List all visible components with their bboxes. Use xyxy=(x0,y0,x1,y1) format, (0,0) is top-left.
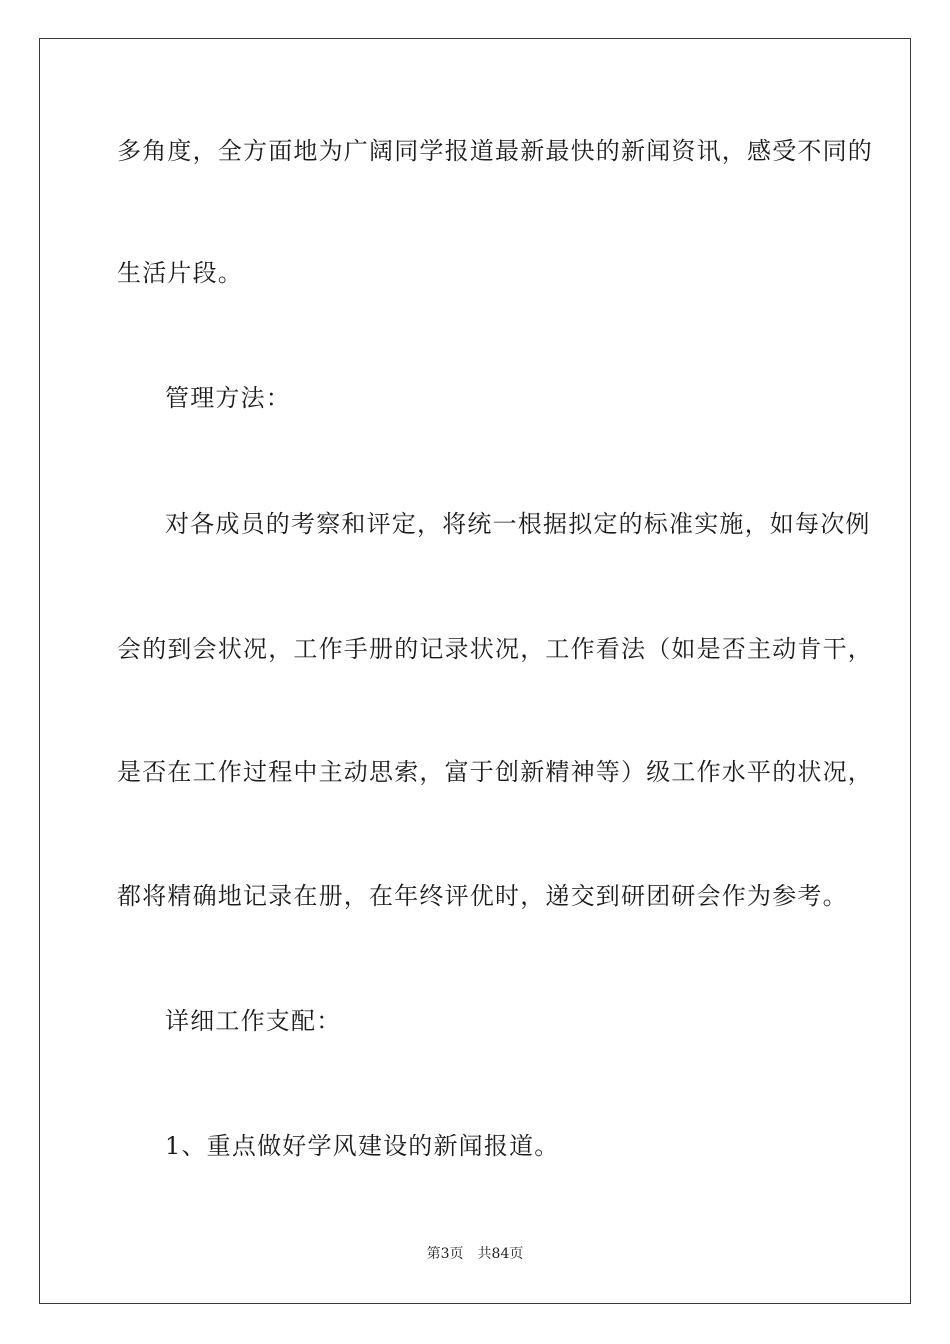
body-text-line: 会的到会状况，工作手册的记录状况，工作看法（如是否主动肯干， xyxy=(117,635,873,663)
body-text-line: 都将精确地记录在册，在年终评优时，递交到研团研会作为参考。 xyxy=(117,882,848,910)
list-item: 1、重点做好学风建设的新闻报道。 xyxy=(165,1132,560,1160)
section-heading: 管理方法： xyxy=(165,384,291,412)
body-text-line: 多角度，全方面地为广阔同学报道最新最快的新闻资讯，感受不同的 xyxy=(117,137,873,165)
page-total: 共84页 xyxy=(477,1246,524,1262)
page-number: 第3页 xyxy=(426,1246,464,1262)
section-heading: 详细工作支配： xyxy=(165,1007,342,1035)
body-text-line: 生活片段。 xyxy=(117,259,243,287)
page-footer xyxy=(0,1245,950,1263)
body-text-line: 是否在工作过程中主动思索，富于创新精神等）级工作水平的状况， xyxy=(117,758,873,786)
page-border xyxy=(39,38,911,1304)
body-text-line: 对各成员的考察和评定，将统一根据拟定的标准实施，如每次例 xyxy=(165,510,871,538)
